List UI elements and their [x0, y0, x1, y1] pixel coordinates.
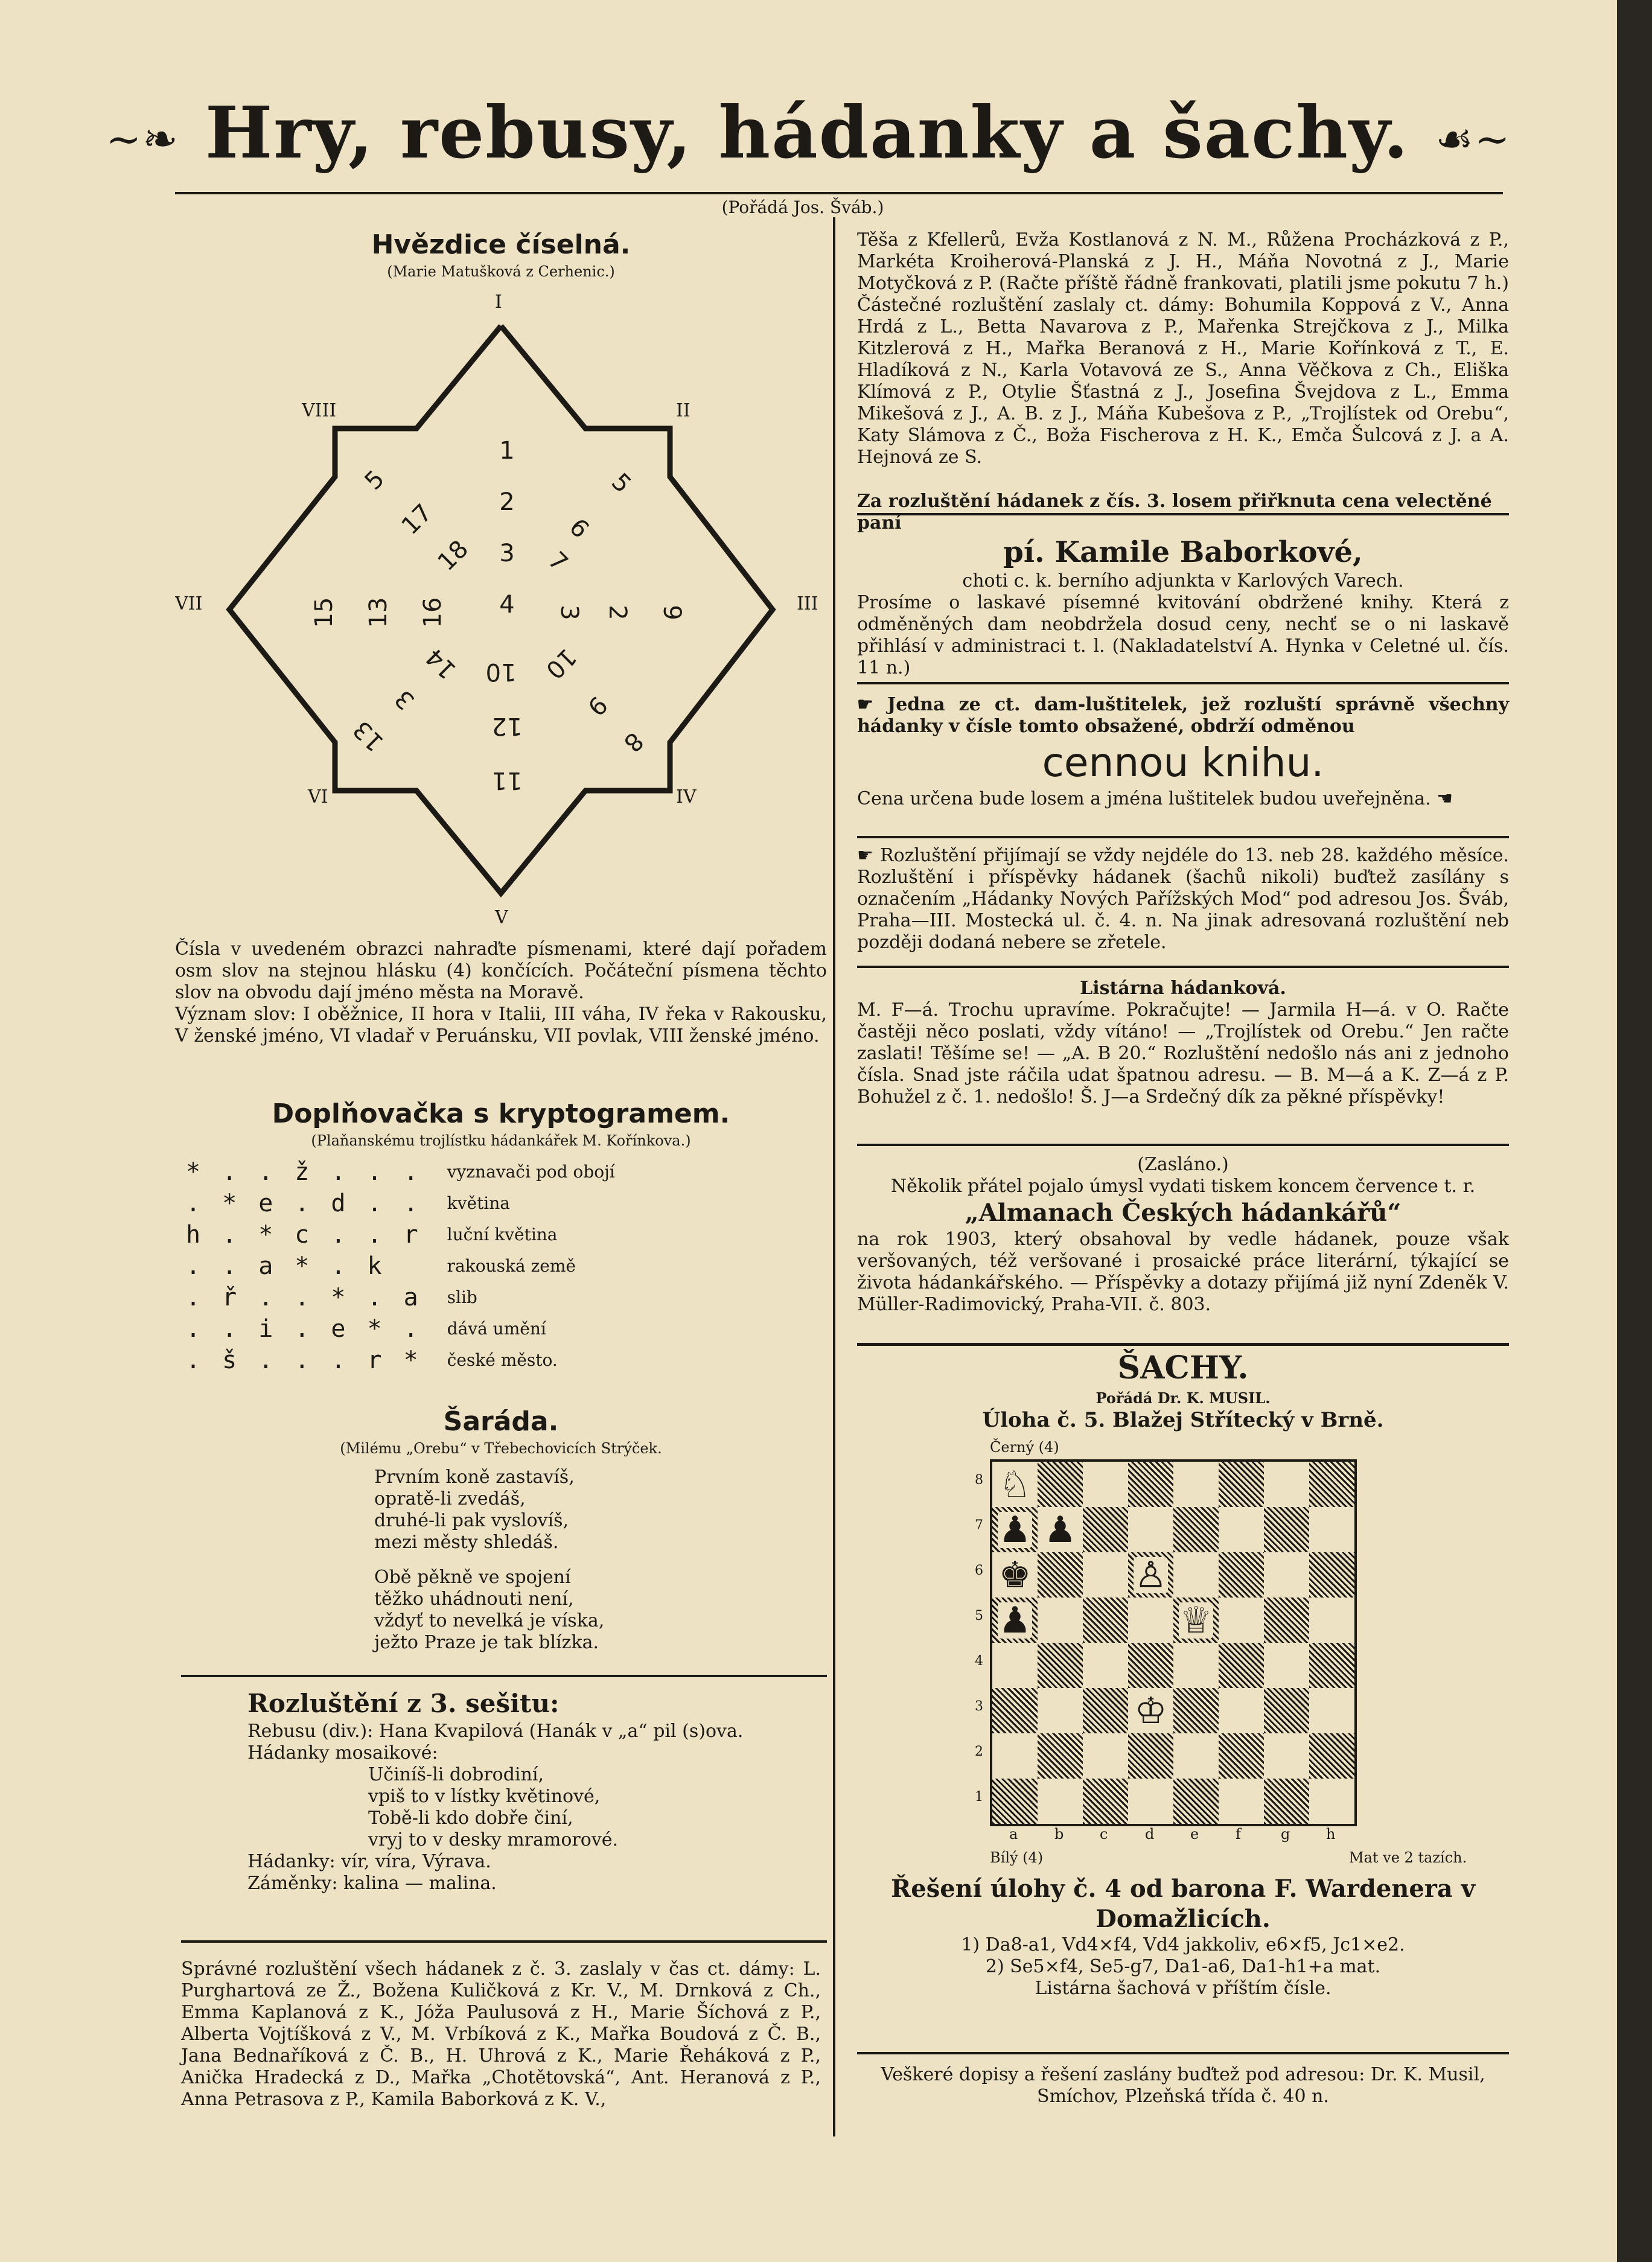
- right-names: Těša z Kfellerů, Evža Kostlanová z N. M., Růžena Procházková z P., Markéta Kroiherová-Planská z J. H., Máňa Novotná z J., Marie Motyčková z P. (Račte příště řádně frankovati, platili jsme pokutu 7 h.) Částečné rozluštění zaslaly ct. dámy: Bohumila Koppová z V., Anna Hrdá z L., Betta Navarova z P., Mařenka Strejčkova z J., Milka Kitzlerová z H., Mařka Beranová z H., Marie Kořínková z T., E. Hladíková z N., Karla Votavová ze S., Anna Věčkova z Ch., Eliška Klímová z P., Otylie Šťastná z J., Josefina Švejdova z L., Emma Mikešová z J., A. B. z J., Máňa Kubešova z P., „Trojlístek od Orebu“, Katy Slámova z Č., Boža Fischerova z H. K., Emča Šulcová z J. a A. Hejnová ze S.: [857, 229, 1509, 468]
- mosaic-line: vryj to v desky mramorové.: [368, 1829, 619, 1850]
- almanach-intro: Několik přátel pojalo úmysl vydati tiskem koncem července t. r.: [890, 1176, 1476, 1197]
- crypto-cell: .: [186, 1346, 201, 1374]
- square-a2: [992, 1733, 1038, 1779]
- cell: 8: [617, 726, 649, 757]
- poem-line: druhé-li pak vyslovíš,: [374, 1510, 569, 1531]
- vertex-iv: IV: [676, 786, 697, 808]
- crypto-meaning: květina: [447, 1193, 510, 1213]
- pointing-hand-icon: ☛: [857, 845, 881, 866]
- rank-label: 7: [975, 1518, 983, 1533]
- file-label: a: [1009, 1826, 1018, 1843]
- poem-line: těžko uhádnouti není,: [374, 1588, 574, 1610]
- crypto-cell: i: [258, 1315, 273, 1343]
- chess-header: [857, 1349, 1509, 1431]
- crypto-author: (Plaňanskému trojlístku hádankářek M. Kořínkova.): [311, 1132, 691, 1149]
- board-ranks: [975, 1459, 988, 1821]
- chess-piece: ♚: [998, 1553, 1032, 1596]
- square-d4: [1128, 1643, 1173, 1688]
- mosaic-line: Tobě-li kdo dobře činí,: [368, 1808, 573, 1829]
- crypto-cell: .: [186, 1315, 201, 1343]
- square-e7: [1173, 1507, 1219, 1552]
- file-label: b: [1054, 1826, 1064, 1843]
- crypto-meaning: vyznavači pod obojí: [447, 1162, 615, 1182]
- crypto-cell: *: [331, 1284, 346, 1311]
- rank-label: 4: [975, 1654, 983, 1669]
- cell: 10: [485, 658, 517, 686]
- crypto-cell: r: [403, 1221, 418, 1249]
- square-b7: [1038, 1507, 1083, 1552]
- star-section: [175, 229, 827, 282]
- square-f1: [1219, 1779, 1264, 1824]
- vertex-ii: II: [676, 400, 690, 421]
- square-h6: [1309, 1552, 1354, 1598]
- cell: 5: [605, 468, 637, 499]
- reward-draw: Cena určena bude losem a jména luštitelek budou uveřejněna.: [857, 788, 1431, 809]
- cell: 9: [581, 690, 613, 721]
- square-a6: [992, 1552, 1038, 1598]
- solutions-section: [247, 1687, 821, 1894]
- square-f2: [1219, 1733, 1264, 1779]
- cell: 13: [348, 715, 390, 757]
- crypto-cell: .: [367, 1221, 382, 1249]
- crypto-cell: .: [367, 1284, 382, 1311]
- crypto-cell: ř: [222, 1284, 237, 1311]
- crypto-cell: *: [222, 1190, 237, 1217]
- square-c4: [1083, 1643, 1128, 1688]
- crypto-cell: e: [258, 1190, 273, 1217]
- square-a5: [992, 1598, 1038, 1643]
- crypto-cell: .: [403, 1315, 418, 1343]
- poem-line: opratě-li zvedáš,: [374, 1488, 526, 1509]
- solution-line-1: 1) Da8-a1, Vd4×f4, Vd4 jakkoliv, e6×f5, Jc1×e2.: [961, 1934, 1405, 1955]
- square-h7: [1309, 1507, 1354, 1552]
- star-author: (Marie Matušková z Cerhenic.): [387, 263, 615, 280]
- square-h5: [1309, 1598, 1354, 1643]
- almanach-text: na rok 1903, který obsahoval by vedle hádanek, pouze však veršovaných, též veršované i prosaické práce literární, týkající se života hádankářského. — Příspěvky a dotazy přijímá již nyní Zdeněk V. Müller-Radimovický, Praha-VII. č. 803.: [857, 1229, 1509, 1315]
- rank-label: 8: [975, 1473, 983, 1488]
- square-c3: [1083, 1688, 1128, 1733]
- chess-mate-label: Mat ve 2 tazích.: [1349, 1849, 1467, 1866]
- chess-black-label: Černý (4): [990, 1439, 1059, 1456]
- crypto-cell: a: [403, 1284, 418, 1311]
- crypto-cell: *: [258, 1221, 273, 1249]
- prize-head: Za rozluštění hádanek z čís. 3. losem přiřknuta cena velectěné paní: [857, 491, 1492, 534]
- solutions-rebus: Rebusu (div.): Hana Kvapilová (Hanák v „a“ pil (s)ova.: [247, 1721, 744, 1742]
- cell: 7: [542, 546, 573, 578]
- square-c2: [1083, 1733, 1128, 1779]
- square-e2: [1173, 1733, 1219, 1779]
- crypto-cell: a: [258, 1252, 273, 1280]
- crypto-cell: *: [186, 1158, 201, 1186]
- vertex-vii: VII: [175, 593, 203, 614]
- rank-label: 1: [975, 1789, 983, 1805]
- poem-line: Prvním koně zastavíš,: [374, 1467, 575, 1488]
- crypto-cell: .: [258, 1158, 273, 1186]
- file-label: f: [1236, 1826, 1241, 1843]
- square-d3: [1128, 1688, 1173, 1733]
- chess-listarna: Listárna šachová v příštím čísle.: [1035, 1978, 1331, 1999]
- solutions-zamenky: Záměnky: kalina — malina.: [247, 1873, 497, 1894]
- crypto-meaning: dává umění: [447, 1319, 546, 1339]
- crypto-cell: h: [186, 1221, 201, 1249]
- solutions-mosaic: [368, 1764, 821, 1851]
- square-g8: [1264, 1462, 1309, 1507]
- chess-piece: ♟: [998, 1599, 1032, 1642]
- binding-edge: [1617, 0, 1652, 2262]
- vertex-iii: III: [797, 593, 818, 614]
- square-b6: [1038, 1552, 1083, 1598]
- file-label: g: [1281, 1826, 1290, 1843]
- crypto-cell: .: [186, 1252, 201, 1280]
- square-g2: [1264, 1733, 1309, 1779]
- square-h8: [1309, 1462, 1354, 1507]
- prize-name: pí. Kamile Baborkové,: [1003, 535, 1363, 569]
- star-text-block: [175, 938, 827, 1047]
- square-d1: [1128, 1779, 1173, 1824]
- square-g7: [1264, 1507, 1309, 1552]
- chess-piece: ♘: [998, 1463, 1032, 1506]
- crypto-row: [175, 1250, 626, 1282]
- deadline-section: [857, 845, 1509, 954]
- square-b3: [1038, 1688, 1083, 1733]
- chess-board: [990, 1459, 1357, 1826]
- crypto-row: [175, 1345, 626, 1376]
- cell: 1: [499, 437, 515, 465]
- chess-piece: ♙: [1134, 1553, 1167, 1596]
- crypto-grid: [175, 1156, 626, 1376]
- deadline-text: Rozluštění přijímají se vždy nejdéle do 13. neb 28. každého měsíce. Rozluštění i příspěvky hádanek (šachů nikoli) buďtež zasílány s označením „Hádanky Nových Pařížských Mod“ pod adresou Jos. Šváb, Praha—III. Mostecká ul. č. 4. n. Na jinak adresovaná rozluštění neb později dodaná nebere se zřetele.: [857, 845, 1509, 953]
- crypto-cell: *: [295, 1252, 310, 1280]
- ornament-left-icon: ~❧: [106, 114, 179, 164]
- pointing-hand-icon: ☛: [857, 694, 888, 715]
- crypto-cell: .: [295, 1315, 310, 1343]
- square-a1: [992, 1779, 1038, 1824]
- cell: 15: [310, 597, 338, 628]
- square-b4: [1038, 1643, 1083, 1688]
- zaslano: (Zasláno.): [1137, 1154, 1229, 1175]
- cell: 3: [389, 684, 421, 715]
- crypto-cell: *: [403, 1346, 418, 1374]
- square-d2: [1128, 1733, 1173, 1779]
- mosaic-line: vpiš to v lístky květinové,: [368, 1786, 601, 1807]
- mosaic-line: Učiníš-li dobrodiní,: [368, 1764, 544, 1785]
- square-e4: [1173, 1643, 1219, 1688]
- square-f7: [1219, 1507, 1264, 1552]
- poem-line: mezi městy shledáš.: [374, 1532, 559, 1553]
- poem-line: vždyť to nevelká je víska,: [374, 1610, 605, 1631]
- rank-label: 3: [975, 1699, 983, 1714]
- file-label: d: [1145, 1826, 1155, 1843]
- crypto-cell: .: [222, 1252, 237, 1280]
- prize-text: Prosíme o laskavé písemné kvitování obdržené knihy. Která z odměněných dam neobdržela dosud ceny, nechť se o ni laskavě přihlásí v administraci t. l. (Nakladatelství A. Hynka v Celetné ul. čís. 11 n.): [857, 592, 1509, 678]
- square-e3: [1173, 1688, 1219, 1733]
- solution-line-2: 2) Se5×f4, Se5-g7, Da1-a6, Da1-h1+a mat.: [985, 1956, 1381, 1977]
- rule: [857, 836, 1509, 838]
- rule: [181, 1675, 827, 1677]
- crypto-cell: ž: [295, 1158, 310, 1186]
- board-files: [990, 1826, 1357, 1844]
- vertex-i: I: [495, 292, 502, 313]
- organizer: (Pořádá Jos. Šváb.): [721, 197, 884, 217]
- crypto-cell: .: [331, 1221, 346, 1249]
- rule: [857, 1144, 1509, 1146]
- rule: [857, 682, 1509, 684]
- prize-section: [857, 488, 1509, 679]
- square-a8: [992, 1462, 1038, 1507]
- square-g6: [1264, 1552, 1309, 1598]
- vertex-v: V: [495, 907, 508, 928]
- prize-sub: choti c. k. berního adjunkta v Karlových Varech.: [962, 570, 1404, 591]
- crypto-cell: .: [258, 1284, 273, 1311]
- cell: 10: [540, 642, 582, 684]
- chess-piece: ♟: [998, 1508, 1032, 1551]
- square-c8: [1083, 1462, 1128, 1507]
- rule: [857, 966, 1509, 968]
- crypto-cell: .: [403, 1190, 418, 1217]
- cell: 6: [563, 513, 595, 544]
- cell: 3: [499, 540, 515, 567]
- rank-label: 5: [975, 1608, 983, 1623]
- cell: 9: [658, 605, 686, 620]
- reward-section: [857, 694, 1509, 810]
- crypto-cell: k: [367, 1252, 382, 1280]
- square-e5: [1173, 1598, 1219, 1643]
- crypto-row: [175, 1282, 626, 1313]
- crypto-cell: *: [367, 1315, 382, 1343]
- crypto-cell: .: [331, 1252, 346, 1280]
- file-label: e: [1190, 1826, 1199, 1843]
- square-e1: [1173, 1779, 1219, 1824]
- crypto-meaning: rakouská země: [447, 1256, 576, 1276]
- star-diagram: [175, 284, 827, 948]
- cell: 4: [499, 591, 515, 619]
- square-g5: [1264, 1598, 1309, 1643]
- square-b1: [1038, 1779, 1083, 1824]
- rank-label: 6: [975, 1563, 983, 1578]
- square-f4: [1219, 1643, 1264, 1688]
- square-f8: [1219, 1462, 1264, 1507]
- crypto-cell: .: [186, 1284, 201, 1311]
- listarna-section: [857, 978, 1509, 1108]
- solutions-mosaic-label: Hádanky mosaikové:: [247, 1742, 438, 1763]
- vertex-viii: VIII: [302, 400, 337, 421]
- poem-line: [374, 1553, 827, 1567]
- cell: 5: [359, 465, 391, 496]
- crypto-cell: c: [295, 1221, 310, 1249]
- square-g1: [1264, 1779, 1309, 1824]
- crypto-cell: .: [186, 1190, 201, 1217]
- file-label: c: [1100, 1826, 1108, 1843]
- chess-address: Veškeré dopisy a řešení zaslány buďtež pod adresou: Dr. K. Musil, Smíchov, Plzeňská třída č. 40 n.: [881, 2064, 1485, 2107]
- chess-piece: ♔: [1134, 1689, 1167, 1732]
- sarada-author: (Milému „Orebu“ v Třebechovicích Strýček.: [340, 1440, 662, 1457]
- crypto-cell: e: [331, 1315, 346, 1343]
- crypto-cell: š: [222, 1346, 237, 1374]
- square-g4: [1264, 1643, 1309, 1688]
- cell: 11: [491, 766, 523, 794]
- cell: 2: [604, 605, 631, 620]
- crypto-cell: .: [222, 1158, 237, 1186]
- crypto-cell: .: [295, 1346, 310, 1374]
- crypto-row: [175, 1156, 626, 1188]
- solutions-hadanky: Hádanky: vír, víra, Výrava.: [247, 1851, 491, 1872]
- square-d7: [1128, 1507, 1173, 1552]
- vertex-vi: VI: [308, 786, 328, 808]
- crypto-row: [175, 1219, 626, 1250]
- almanach-section: [857, 1154, 1509, 1316]
- rank-label: 2: [975, 1744, 983, 1759]
- square-h3: [1309, 1688, 1354, 1733]
- star-instructions: Čísla v uvedeném obrazci nahraďte písmenami, které dají pořadem osm slov na stejnou hlásku (4) končících. Počáteční písmena těchto slov na obvodu dají jméno města na Moravě.: [175, 938, 827, 1003]
- rule: [857, 2052, 1509, 2054]
- solutions-correct: Správné rozluštění všech hádanek z č. 3. zaslaly v čas ct. dámy: L. Purghartová ze Ž., Božena Kuličková z Kr. V., M. Drnková z Ch., Emma Kaplanová z K., Jóža Paulusová z H., Marie Šíchová z P., Alberta Vojtíšková z V., M. Vrbíková z K., Mařka Boudová z Č. B., Jana Bednaříková z Č. B., H. Uhrová z K., Marie Řeháková z P., Anička Hradecká z D., Mařka „Chotětovská“, Ant. Heranová z P., Anna Petrasova z P., Kamila Baborková z K. V.,: [181, 1958, 821, 2110]
- sarada-poem: [374, 1467, 827, 1654]
- crypto-cell: r: [367, 1346, 382, 1374]
- reward-text: Jedna ze ct. dam-luštitelek, jež rozluští správně všechny hádanky v čísle tomto obsažené, obdrží odměnou: [857, 694, 1509, 737]
- crypto-cell: .: [367, 1158, 382, 1186]
- rule: [857, 1343, 1509, 1346]
- square-g3: [1264, 1688, 1309, 1733]
- square-c1: [1083, 1779, 1128, 1824]
- page-title: ~❧ Hry, rebusy, hádanky a šachy. ☙~: [106, 91, 1511, 174]
- ornament-right-icon: ☙~: [1435, 114, 1511, 164]
- crypto-cell: .: [403, 1158, 418, 1186]
- crypto-cell: d: [331, 1190, 346, 1217]
- cell: 12: [491, 712, 523, 740]
- crypto-cell: .: [222, 1221, 237, 1249]
- crypto-cell: .: [258, 1346, 273, 1374]
- cell: 16: [419, 597, 447, 628]
- square-h2: [1309, 1733, 1354, 1779]
- rule: [181, 1940, 827, 1943]
- crypto-meaning: slib: [447, 1287, 477, 1307]
- square-c5: [1083, 1598, 1128, 1643]
- solutions-title: Rozluštění z 3. sešitu:: [247, 1689, 560, 1718]
- square-b8: [1038, 1462, 1083, 1507]
- chess-piece: ♕: [1179, 1599, 1213, 1642]
- crypto-cell: .: [295, 1284, 310, 1311]
- file-label: h: [1326, 1826, 1336, 1843]
- square-a7: [992, 1507, 1038, 1552]
- square-d6: [1128, 1552, 1173, 1598]
- crypto-cell: .: [331, 1346, 346, 1374]
- square-d8: [1128, 1462, 1173, 1507]
- poem-line: ježto Praze je tak blízka.: [374, 1632, 599, 1653]
- sarada-section: [175, 1406, 827, 1654]
- sarada-title: Šaráda.: [443, 1406, 559, 1437]
- square-a3: [992, 1688, 1038, 1733]
- cell: 18: [432, 535, 474, 577]
- crypto-cell: .: [222, 1315, 237, 1343]
- crypto-title: Doplňovačka s kryptogramem.: [272, 1098, 730, 1129]
- chess-task: Úloha č. 5. Blažej Střítecký v Brně.: [982, 1408, 1384, 1432]
- cell: 2: [499, 488, 515, 516]
- chess-piece: ♟: [1044, 1508, 1077, 1551]
- reward-book: cennou knihu.: [1042, 739, 1324, 786]
- star-title: Hvězdice číselná.: [371, 229, 631, 260]
- square-f6: [1219, 1552, 1264, 1598]
- crypto-meaning: české město.: [447, 1350, 558, 1370]
- square-b2: [1038, 1733, 1083, 1779]
- pointing-hand-left-icon: ☚: [1430, 788, 1453, 809]
- listarna-title: Listárna hádanková.: [1080, 978, 1286, 999]
- square-d5: [1128, 1598, 1173, 1643]
- square-h4: [1309, 1643, 1354, 1688]
- square-b5: [1038, 1598, 1083, 1643]
- column-divider: [833, 217, 835, 2136]
- square-f3: [1219, 1688, 1264, 1733]
- chess-solution: [857, 1874, 1509, 1999]
- chess-title: ŠACHY.: [1117, 1349, 1249, 1386]
- crypto-cell: [393, 1250, 429, 1282]
- crypto-row: [175, 1188, 626, 1219]
- square-a4: [992, 1643, 1038, 1688]
- solution-title: Řešení úlohy č. 4 od barona F. Wardenera v Domažlicích.: [891, 1875, 1475, 1933]
- chess-white-label: Bílý (4): [990, 1849, 1044, 1866]
- crypto-row: [175, 1313, 626, 1345]
- crypto-meaning: luční květina: [447, 1225, 558, 1244]
- square-h1: [1309, 1779, 1354, 1824]
- almanach-title: „Almanach Českých hádankářů“: [965, 1199, 1402, 1227]
- cell: 17: [396, 499, 438, 541]
- crypto-cell: .: [367, 1190, 382, 1217]
- poem-line: Obě pěkně ve spojení: [374, 1567, 571, 1588]
- listarna-text: M. F—á. Trochu upravíme. Pokračujte! — Jarmila H—á. v O. Račte častěji něco poslati, vždy vítáno! — „Trojlístek od Orebu.“ Jen račte zaslati! Těšíme se! — „A. B 20.“ Rozluštění nedošlo nás ani z jednoho čísla. Snad jste ráčila udat špatnou adresu. — B. M—á a K. Z—á z P. Bohužel z č. 1. nedošlo! Š. J—a Srdečný dík za pěkné příspěvky!: [857, 999, 1509, 1107]
- crypto-cell: .: [295, 1190, 310, 1217]
- square-f5: [1219, 1598, 1264, 1643]
- chess-organizer: Pořádá Dr. K. MUSIL.: [1095, 1389, 1271, 1407]
- cell: 13: [365, 597, 392, 628]
- cell: 14: [420, 642, 462, 684]
- square-c6: [1083, 1552, 1128, 1598]
- crypto-cell: .: [331, 1158, 346, 1186]
- star-meaning: Význam slov: I oběžnice, II hora v Italii, III váha, IV řeka v Rakousku, V ženské jméno, VI vladař v Peruánsku, VII povlak, VIII ženské jméno.: [175, 1004, 827, 1047]
- title-rule: [175, 192, 1503, 194]
- square-e8: [1173, 1462, 1219, 1507]
- cell: 3: [555, 605, 583, 620]
- square-e6: [1173, 1552, 1219, 1598]
- square-c7: [1083, 1507, 1128, 1552]
- crypto-section: [175, 1098, 827, 1376]
